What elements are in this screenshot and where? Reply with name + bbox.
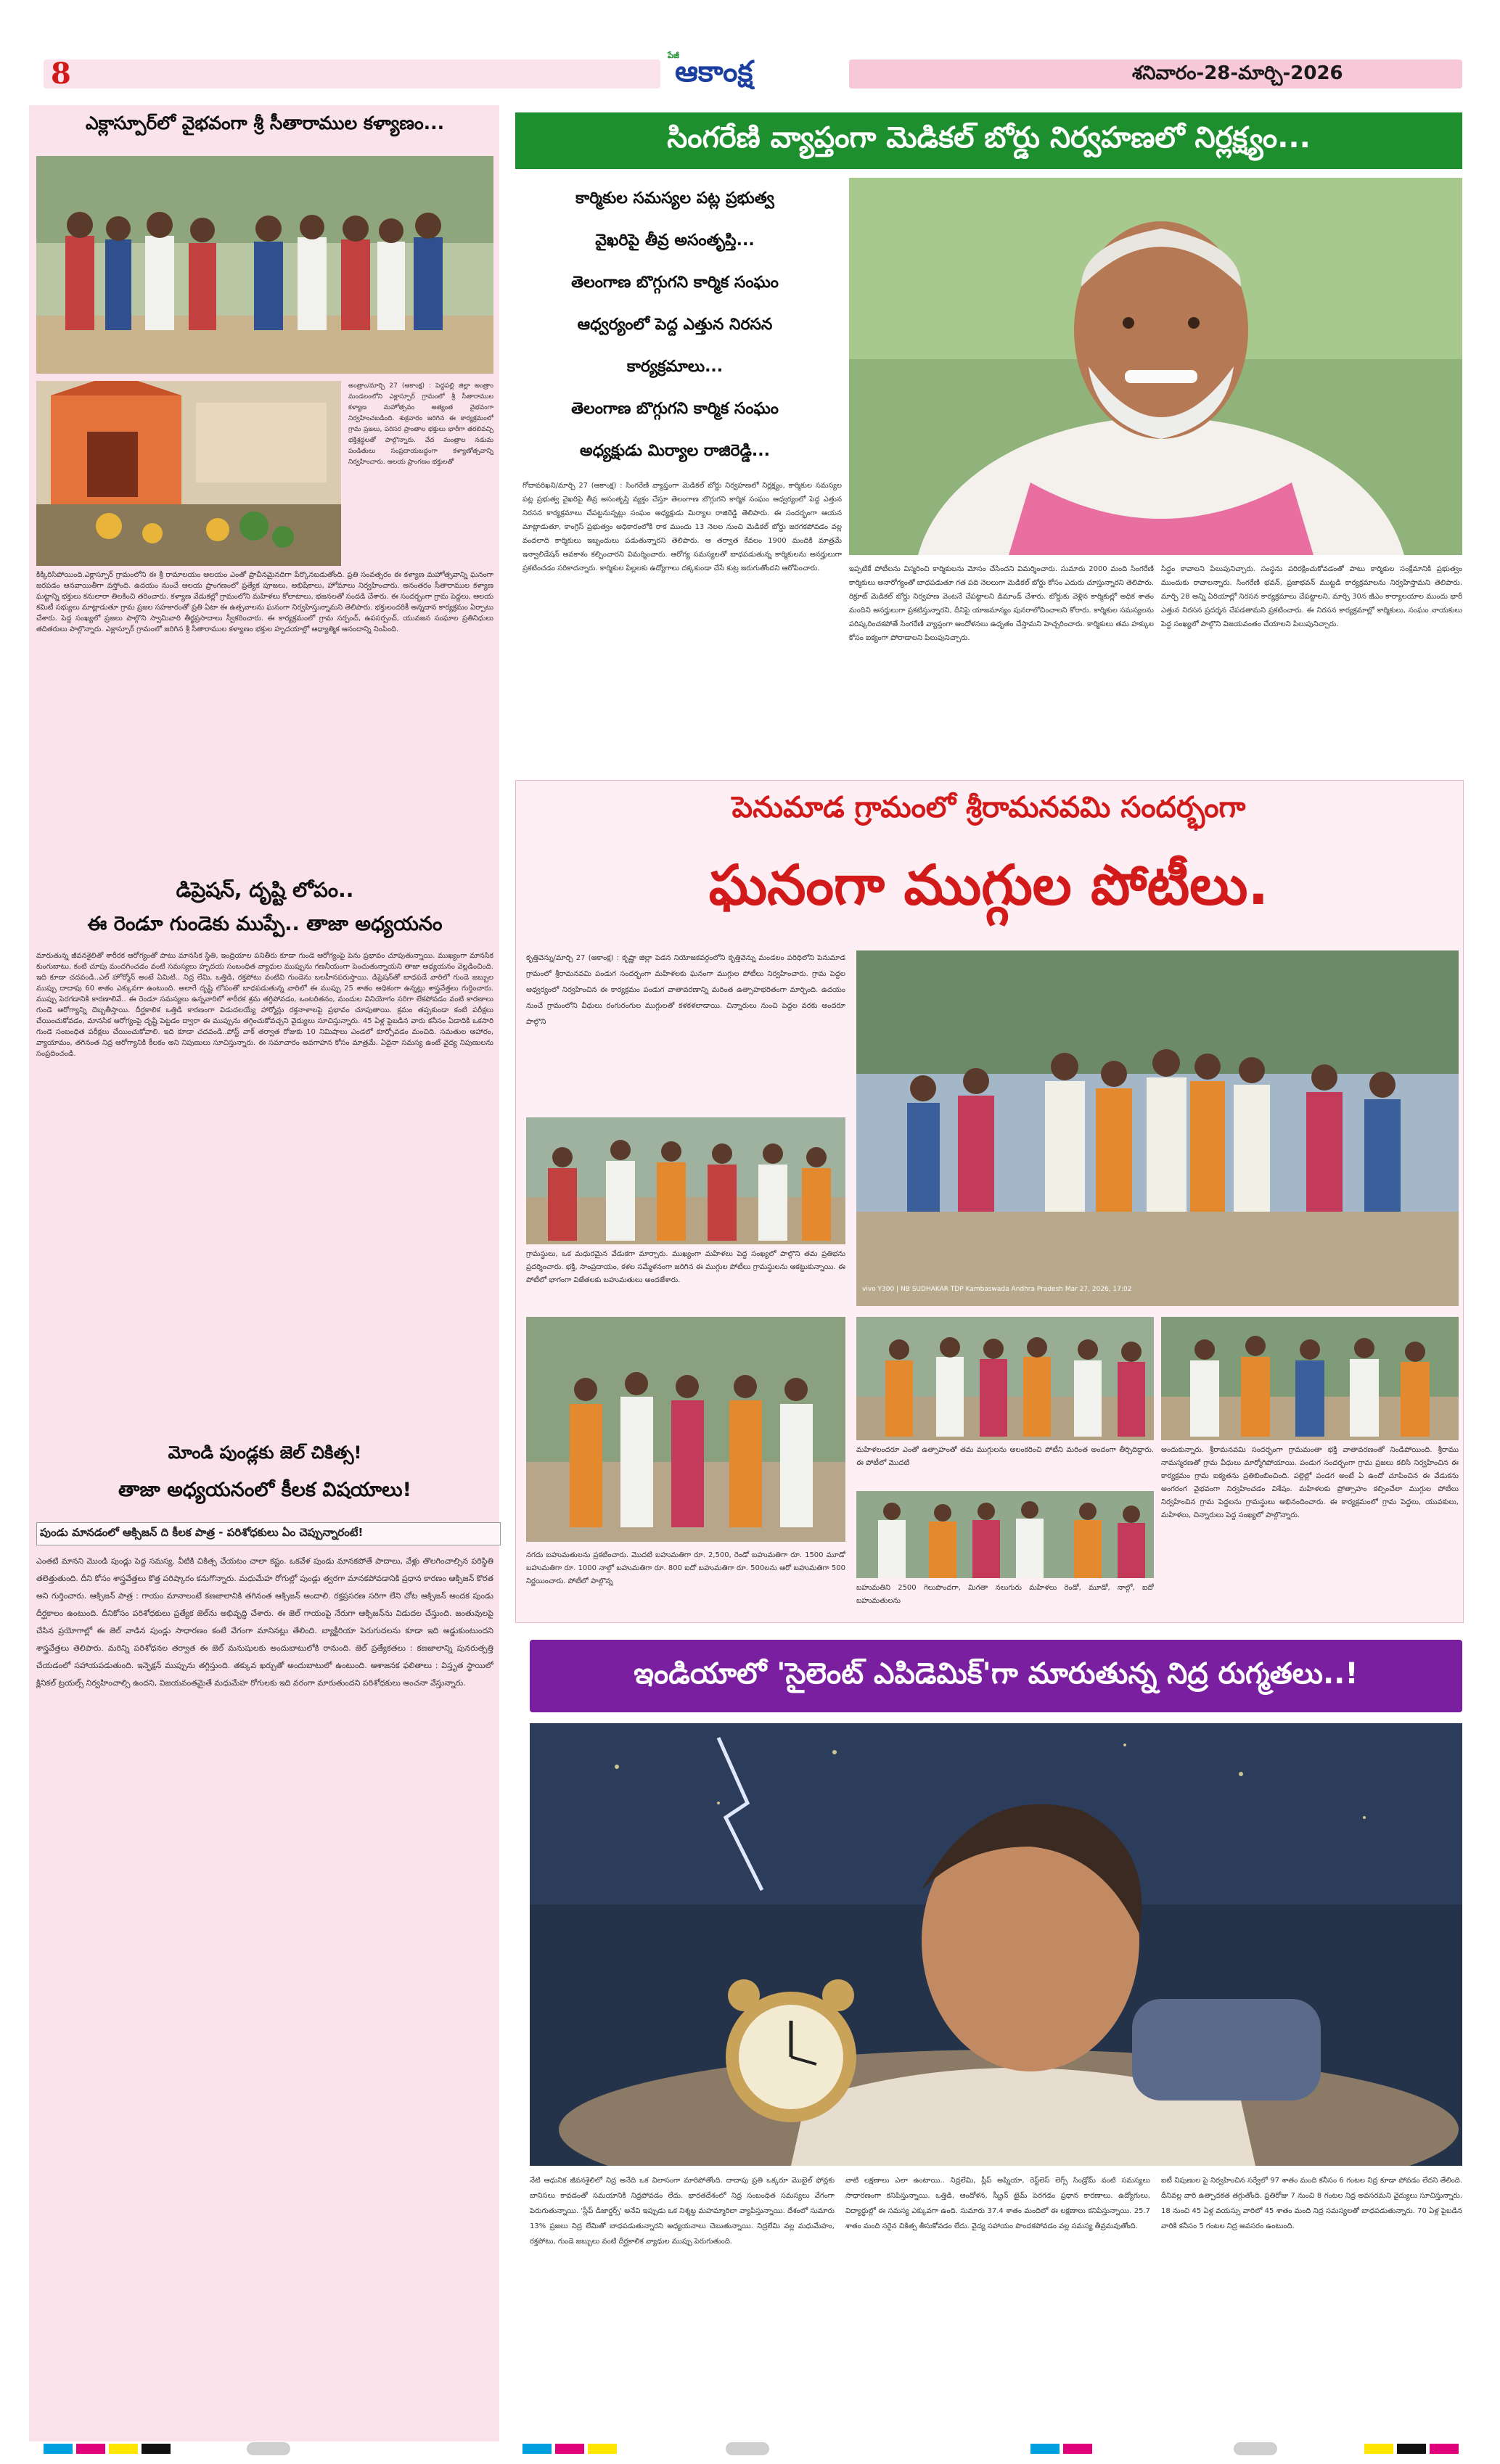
logo-text: ఆకాంక్ష [675, 55, 753, 89]
prize-distribution-photo-4 [1161, 1317, 1459, 1440]
prize-distribution-photo-3 [856, 1317, 1154, 1440]
lead-line-4: ఆధ్వర్యంలో పెద్ద ఎత్తున నిరసన [577, 316, 773, 334]
lead-line-7: అధ్యక్షుడు మిర్యాల రాజిరెడ్డి... [579, 442, 771, 460]
prize-distribution-photo-5 [856, 1491, 1154, 1578]
reg-mark-magenta-4 [1430, 2444, 1459, 2454]
singareni-banner-text: సింగరేణి వ్యాప్తంగా మెడికల్ బోర్డు నిర్వహణలో నిర్లక్ష్యం... [667, 121, 1311, 155]
logo-small-text: పేజీ [668, 51, 679, 60]
insomnia-illustration [530, 1723, 1462, 2166]
singareni-body-col1: గోదావరిఖని/మార్చి 27 (ఆకాంక్ష) : సింగరేణి వ్యాప్తంగా మెడికల్ బోర్డు నిర్వహణలో నిర్లక్ష్యం, కార్మికుల సమస్యల పట్ల ప్రభుత్వ వైఖరిపై తీవ్ర అసంతృప్తి వ్యక్తం చేస్తూ తెలంగాణ బొగ్గుగని కార్మిక సంఘం ఆధ్వర్యంలో పెద్ద ఎత్తున నిరసన కార్యక్రమాలు చేపట్టనున్నట్లు సంఘం అధ్యక్షుడు మిర్యాల రాజిరెడ్డి తెలిపారు. ఈ సందర్భంగా ఆయన మాట్లాడుతూ, కాంగ్రెస్ ప్రభుత్వం అధికారంలోకి రాక ముందు 13 నెలల నుంచి మెడికల్ బోర్డు జరగకపోవడం వల్ల వందలాది కార్మికులు ఇబ్బందులు పడుతున్నారని తెలిపారు. ఆ తర్వాత కేవలం 1900 మందికి మాత్రమే ఇన్వాలిడేషన్ అవకాశం కల్పించారని విమర్శించారు. ఆరోగ్య సమస్యలతో బాధపడుతున్న కార్మికులను అనర్హులుగా ప్రకటించడం సరికాదన్నారు. కార్మికుల పిల్లలకు ఉద్యోగాలు దక్కకుండా చేసే కుట్ర జరుగుతోందని ఆరోపించారు. [522, 482, 842, 572]
muggulu-body-bottom-mid: బహుమతిని 2500 గెలుపొందగా, మిగతా నలుగురు మహిళలు రెండో, మూడో, నాల్గో, ఐదో బహుమతులను [856, 1584, 1154, 1605]
singareni-body-col3: సిద్ధం కావాలని పిలుపునిచ్చారు. సంస్థను పరిరక్షించుకోవడంతో పాటు కార్మికుల సంక్షేమానికి ప్రభుత్వం ముందుకు రావాలన్నారు. సింగరేణి భవన్, ప్రజాభవన్ ముట్టడి కార్యక్రమాలను నిర్వహిస్తామని తెలిపారు. మార్చి 28 అన్ని ఏరియాల్లో నిరసన కార్యక్రమాలు చేపట్టాలని, మార్చి 30న జీఎం కార్యాలయాల ముందు భారీ ఎత్తున నిరసన ప్రదర్శన చేపడతామని ప్రకటించారు. ఈ నిరసన కార్యక్రమాల్లో కార్మికులు, సంఘం నాయకులు పెద్ద సంఖ్యలో పాల్గొని విజయవంతం చేయాలని పిలుపునిచ్చారు. [1161, 565, 1462, 628]
muggulu-body-right: అందుకున్నారు. శ్రీరామనవమి సందర్భంగా గ్రామమంతా భక్తి వాతావరణంతో నిండిపోయింది. శ్రీరాము నామస్మరణతో గ్రామ వీధులు మార్మోగిపోయాయి. పండుగ సందర్భంగా గ్రామ ప్రజలు కలిసి నిర్వహించిన ఈ కార్యక్రమం గ్రామ ఐక్యతను ప్రతిబింబించింది. పల్లెల్లో పండగ అంటే ఏ ఉందో చూపించిన ఈ వేడుకను అంగరంగ వైభవంగా నిర్వహించడం విశేషం. మహిళలకు ప్రోత్సాహం కల్పించేలా ముగ్గుల పోటీలు నిర్వహించిన గ్రామ పెద్దలను గ్రామస్థులు అభినందించారు. ఈ కార్యక్రమంలో గ్రామ పెద్దలు, యువకులు, మహిళలు, చిన్నారులు పెద్ద సంఖ్యలో పాల్గొన్నారు. [1161, 1446, 1459, 1519]
lead-line-6: తెలంగాణ బొగ్గుగని కార్మిక సంఘం [571, 400, 779, 418]
reg-mark-cyan-2 [522, 2444, 552, 2454]
muggulu-group-photo [856, 950, 1459, 1306]
sleep-body-col2: వాటి లక్షణాలు ఎలా ఉంటాయి.. నిద్రలేమి, స్లీప్ అప్నియా, రెస్ట్‌లెస్ లెగ్స్ సిండ్రోమ్ వంటి సమస్యలు సాధారణంగా కనిపిస్తున్నాయి. ఒత్తిడి, ఆందోళన, స్క్రీన్ టైమ్ పెరగడం ప్రధాన కారణాలు. ఉద్యోగులు, విద్యార్థుల్లో ఈ సమస్య ఎక్కువగా ఉంది. సుమారు 37.4 శాతం మందిలో ఈ లక్షణాలు కనిపిస్తున్నాయి. 25.7 శాతం మంది సరైన చికిత్స తీసుకోవడం లేదు. వైద్య సహాయం పొందకపోవడం వల్ల సమస్య తీవ్రమవుతోంది. [845, 2177, 1150, 2230]
lead-line-3: తెలంగాణ బొగ్గుగని కార్మిక సంఘం [571, 274, 779, 292]
muggulu-heading-line1: పెనుమాడ గ్రామంలో శ్రీరామనవమి సందర్భంగా [731, 791, 1246, 824]
header-bar [0, 51, 1500, 96]
prize-distribution-photo-2 [526, 1317, 845, 1542]
lead-line-2: వైఖరిపై తీవ్ర అసంతృప్తి... [595, 231, 755, 250]
leader-portrait-photo [849, 178, 1462, 555]
reg-mark-black [142, 2444, 171, 2454]
reg-mark-cyan [44, 2444, 73, 2454]
singareni-lead [522, 178, 827, 482]
sleep-banner [530, 1640, 1462, 1712]
wounds-body: ఎంతటి మానని మొండి పుండ్లు పెద్ద సమస్య. వీటికి చికిత్స చేయటం చాలా కష్టం. ఒకవేళ పుండు మానకపోతే పాదాలు, వేళ్లు తొలగించాల్సిన పరిస్థితి తలెత్తుతుంది. దీని కోసం శాస్త్రవేత్తలు కొత్త పరిష్కారం కనుగొన్నారు. మధుమేహ రోగుల్లో పుండ్లు త్వరగా మానకపోవడానికి ప్రధాన కారణం ఆక్సిజన్ కొరత అని గుర్తించారు. ఆక్సిజన్ పాత్ర : గాయం మానాలంటే కణజాలానికి తగినంత ఆక్సిజన్ అందాలి. రక్తప్రసరణ సరిగా లేని చోట ఆక్సిజన్ అందక పుండు దీర్ఘకాలం ఉంటుంది. దీనికోసం పరిశోధకులు ప్రత్యేక జెల్‌ను అభివృద్ధి చేశారు. ఈ జెల్ గాయంపై నేరుగా ఆక్సిజన్‌ను విడుదల చేస్తుంది. జంతువులపై చేసిన ప్రయోగాల్లో ఈ జెల్ వాడిన పుండ్లు సాధారణం కంటే వేగంగా మానినట్లు తేలింది. బ్యాక్టీరియా పెరుగుదలను కూడా ఇది అడ్డుకుంటుందని శాస్త్రవేత్తలు తెలిపారు. మరిన్ని పరిశోధనల తర్వాత ఈ జెల్ మనుషులకు అందుబాటులోకి రానుంది. జెల్ ప్రత్యేకతలు : కణజాలాన్ని పునరుత్పత్తి చేయడంలో సహాయపడుతుంది. ఇన్ఫెక్షన్ ముప్పును తగ్గిస్తుంది. తక్కువ ఖర్చుతో అందుబాటులో ఉంటుంది. ఆశాజనక ఫలితాలు : విస్తృత స్థాయిలో క్లినికల్ ట్రయల్స్ నిర్వహించాల్సి ఉందని, విజయవంతమైతే మధుమేహ రోగులకు ఇది వరంగా మారుతుందని పరిశోధకులు అంచనా వేస్తున్నారు. [36, 1556, 493, 1688]
reg-mark-cyan-3 [1030, 2444, 1060, 2454]
reg-mark-yellow-3 [1364, 2444, 1393, 2454]
sleep-body-col3: ఐటీ నిపుణుల పై నిర్వహించిన సర్వేలో 97 శాతం మంది కనీసం 6 గంటల నిద్ర కూడా పోవడం లేదని తేలింది. దీనివల్ల వారి ఉత్పాదకత తగ్గుతోంది. ప్రతిరోజు 7 నుంచి 8 గంటల నిద్ర అవసరమని వైద్యులు సూచిస్తున్నారు. 18 నుంచి 45 ఏళ్ల వయస్సు వారిలో 45 శాతం మంది నిద్ర సమస్యలతో బాధపడుతున్నారు. 70 ఏళ్ల పైబడిన వారికి కనీసం 5 గంటల నిద్ర అవసరం ఉంటుంది. [1161, 2177, 1462, 2230]
muggulu-body-mid2: మహిళలందరూ ఎంతో ఉత్సాహంతో తమ ముగ్గులను అలంకరించి పోటీని మరింత అందంగా తీర్చిదిద్దారు. ఈ పోటీలో మొదటి [856, 1446, 1154, 1467]
reg-mark-gray-3 [1234, 2442, 1277, 2455]
eklaspur-heading: ఎక్లాస్పూర్‌లో వైభవంగా శ్రీ సీతారాముల కళ్యాణం... [85, 112, 445, 134]
muggulu-body-bottom-left: నగదు బహుమతులను ప్రకటించారు. మొదటి బహుమతిగా రూ. 2,500, రెండో బహుమతిగా రూ. 1500 మూడో బహుమతిగా రూ. 1000 నాల్గో బహుమతిగా రూ. 800 ఐదో బహుమతిగా రూ. 500లను ఆరో బహుమతిగా 500 నిర్ణయించారు. పోటీలో పాల్గొన్న [526, 1551, 845, 1585]
newspaper-logo [668, 51, 842, 96]
lead-line-1: కార్మికుల సమస్యల పట్ల ప్రభుత్వ [575, 189, 774, 208]
reg-mark-yellow-2 [588, 2444, 617, 2454]
kalyanam-procession-photo [36, 156, 493, 374]
singareni-body-col2: ఇప్పటికే పోటీలను విస్మరించి కార్మికులను మోసం చేసిందని విమర్శించారు. సుమారు 2000 మంది సింగరేణి కార్మికులు అనారోగ్యంతో బాధపడుతూ గత పది నెలలుగా మెడికల్ బోర్డు కోసం ఎదురు చూస్తున్నారని తెలిపారు. రిక్రూట్ మెడికల్ బోర్డు నిర్వహణ వెంటనే చేపట్టాలని డిమాండ్ చేశారు. బోర్డుకు వెళ్లిన కార్మికుల్లో అధిక శాతం మందిని అనర్హులుగా ప్రకటిస్తున్నారని, దీనిపై యాజమాన్యం పునరాలోచించాలని కోరారు. కార్మికుల సమస్యలను పరిష్కరించకపోతే సింగరేణి వ్యాప్తంగా ఆందోళనలు ఉధృతం చేస్తామని హెచ్చరించారు. కార్మికులు తమ హక్కుల కోసం ఐక్యంగా పోరాడాలని పిలుపునిచ్చారు. [849, 565, 1154, 642]
reg-mark-yellow [109, 2444, 138, 2454]
temple-shrine-photo [36, 381, 341, 566]
depression-heading-line2: ఈ రెండూ గుండెకు ముప్పే.. తాజా అధ్యయనం [87, 913, 443, 935]
reg-mark-black-2 [1397, 2444, 1426, 2454]
depression-body: మారుతున్న జీవనశైలితో శారీరక ఆరోగ్యంతో పాటు మానసిక స్థితి, ఇంద్రియాల పనితీరు కూడా గుండె ఆరోగ్యంపై పెను ప్రభావం చూపుతున్నాయి. ముఖ్యంగా మానసిక కుంగుబాటు, కంటి చూపు మందగించడం వంటి సమస్యలు హృదయ సంబంధిత వ్యాధుల ముప్పును గణనీయంగా పెంచుతున్నాయని తాజా అధ్యయనం వెల్లడించింది. ఇది కూడా చదవండి..ఎల్ హోర్మోన్ అంటే ఏమిటి.. నిద్ర లేమి, ఒత్తిడి, రక్తపోటు వంటివి గుండెను బలహీనపరుస్తాయి. డిప్రెషన్‌తో బాధపడే వారిలో గుండె జబ్బుల ముప్పు దాదాపు 60 శాతం ఎక్కువగా ఉంటుంది. అలాగే దృష్టి లోపంతో బాధపడుతున్న వారిలో ఈ ముప్పు 25 శాతం అధికంగా ఉన్నట్లు శాస్త్రవేత్తలు గుర్తించారు. ముప్పు పెరగడానికి కారణాలివే.. ఈ రెండూ సమస్యలు ఉన్నవారిలో శారీరక శ్రమ తగ్గిపోవడం, ఒంటరితనం, మందుల వినియోగం సరిగా లేకపోవడం వంటి కారణాలు గుండె ఆరోగ్యాన్ని దెబ్బతీస్తాయి. దీర్ఘకాలిక ఒత్తిడి కారణంగా విడుదలయ్యే హార్మోన్లు రక్తనాళాలపై ప్రభావం చూపుతాయి. క్రమం తప్పకుండా కంటి పరీక్షలు చేయించుకోవడం, మానసిక ఆరోగ్యంపై దృష్టి పెట్టడం ద్వారా ఈ ముప్పును తగ్గించుకోవచ్చని వైద్యులు సూచిస్తున్నారు. 45 ఏళ్ల పైబడిన వారు కనీసం ఏడాదికి ఒకసారి గుండె సంబంధిత పరీక్షలు చేయించుకోవాలి. ఇది కూడా చదవండి..పోస్ట్ వాక్ తర్వాత రోజుకు 10 నిమిషాలు ఎండలో కూర్చోవడం మంచిది. సమతుల ఆహారం, వ్యాయామం, తగినంత నిద్ర ఆరోగ్యానికి కీలకం అని నిపుణులు సూచిస్తున్నారు. ఈ సమాచారం అవగాహన కోసం మాత్రమే. ఏదైనా సమస్య ఉంటే వైద్య నిపుణులను సంప్రదించండి. [36, 952, 493, 1058]
sleep-body-col1: నేటి ఆధునిక జీవనశైలిలో నిద్ర అనేది ఒక విలాసంగా మారిపోతోంది. దాదాపు ప్రతి ఒక్కరూ మొబైల్ ఫోన్లకు బానిసలు కావడంతో సమయానికి నిద్రపోవడం లేదు. భారతదేశంలో నిద్ర సంబంధిత సమస్యలు వేగంగా పెరుగుతున్నాయి. 'స్లీప్ డిజార్డర్స్' అనేవి ఇప్పుడు ఒక నిశ్శబ్ద మహమ్మారిలా వ్యాపిస్తున్నాయి. దేశంలో సుమారు 13% ప్రజలు నిద్ర లేమితో బాధపడుతున్నారని అధ్యయనాలు చెబుతున్నాయి. నిద్రలేమి వల్ల మధుమేహం, రక్తపోటు, గుండె జబ్బులు వంటి దీర్ఘకాలిక వ్యాధుల ముప్పు పెరుగుతుంది. [530, 2177, 835, 2246]
reg-mark-magenta-2 [555, 2444, 584, 2454]
reg-mark-magenta [76, 2444, 105, 2454]
gel-therapy-subheading: మోండి పుండ్లకు జెల్ చికిత్స! [168, 1442, 362, 1463]
reg-mark-magenta-3 [1063, 2444, 1092, 2454]
page-number: 8 [51, 57, 71, 91]
reg-mark-gray [247, 2442, 290, 2455]
print-registration-bar [0, 2438, 1500, 2460]
wounds-subheading: పుండు మానడంలో ఆక్సిజన్ ది కీలక పాత్ర - పరిశోధకులు ఏం చెప్పున్నారంటే! [36, 1522, 501, 1545]
depression-heading-line1: డిప్రెషన్, దృష్టి లోపం.. [176, 878, 354, 902]
reg-mark-gray-2 [726, 2442, 769, 2455]
header-left-band [44, 59, 660, 89]
prize-distribution-photo-1 [526, 1117, 845, 1244]
muggulu-body-mid: గ్రామస్థులు, ఒక మధురమైన వేడుకగా మార్చారు. ముఖ్యంగా మహిళలు పెద్ద సంఖ్యలో పాల్గొని తమ ప్రతిభను ప్రదర్శించారు. భక్తి, సాంప్రదాయం, కళల సమ్మేళనంగా జరిగిన ఈ ముగ్గుల పోటీలు గ్రామస్థులను ఆకట్టుకున్నాయి. ఈ పోటీలో భాగంగా విజేతలకు బహుమతులు అందజేశారు. [526, 1250, 845, 1284]
muggulu-heading-line2: ఘనంగా ముగ్గుల పోటీలు. [708, 853, 1269, 917]
eklaspur-body-top: అంత్రాం/మార్చి 27 (ఆకాంక్ష) : పెద్దపల్లి జిల్లా అంత్రాం మండలంలోని ఎక్లాస్పూర్ గ్రామంలో శ్రీ సీతారాముల కళ్యాణ మహోత్సవం అత్యంత వైభవంగా నిర్వహించబడింది. శుక్రవారం జరిగిన ఈ కార్యక్రమంలో గ్రామ ప్రజలు, పరిసర ప్రాంతాల భక్తులు భారీగా తరలివచ్చి భక్తిశ్రద్ధలతో పాల్గొన్నారు. వేద మంత్రాల నడుమ పండితులు సంప్రదాయబద్ధంగా కళ్యాణోత్సవాన్ని నిర్వహించారు. ఆలయ ప్రాంగణం భక్తులతో [348, 382, 493, 466]
lead-line-5: కార్యక్రమాలు... [626, 358, 724, 376]
singareni-banner [515, 112, 1462, 169]
photo-camera-watermark: vivo Y300 | NB SUDHAKAR TDP Kambaswada Andhra Pradesh Mar 27, 2026, 17:02 [862, 1286, 1132, 1293]
sleep-banner-text: ఇండియాలో 'సైలెంట్ ఎపిడెమిక్'గా మారుతున్న నిద్ర రుగ్మతలు..! [634, 1657, 1358, 1691]
issue-date: శనివారం-28-మార్చి-2026 [1132, 62, 1343, 84]
muggulu-body-top: కృత్తివెన్ను/మార్చి 27 (ఆకాంక్ష) : కృష్ణా జిల్లా పెడన నియోజకవర్గంలోని కృత్తివెన్ను మండలం పరిధిలోని పెనుమాడ గ్రామంలో శ్రీరామనవమి పండుగ సందర్భంగా మహిళలకు ఘనంగా ముగ్గుల పోటీలు నిర్వహించారు. గ్రామ పెద్దల ఆధ్వర్యంలో నిర్వహించిన ఈ కార్యక్రమం పండుగ వాతావరణాన్ని మరింత ఉత్సాహభరితంగా మార్చింది. ఉదయం నుంచే గ్రామంలోని వీధులు రంగురంగుల ముగ్గులతో కళకళలాడాయి. చిన్నారులు నుంచి పెద్దల వరకు అందరూ పాల్గొని [526, 954, 845, 1026]
eklaspur-body-bottom: కిక్కిరిసిపోయింది.ఎక్లాస్పూర్ గ్రామంలోని ఈ శ్రీ రామాలయం ఆలయం ఎంతో ప్రాచీనమైనదిగా పేర్కొనబడుతోంది. ప్రతి సంవత్సరం ఈ కళ్యాణ మహోత్సవాన్ని ఘనంగా జరపడం ఆనవాయితీగా వస్తోంది. ఉదయం నుంచే ఆలయ ప్రాంగణంలో ప్రత్యేక పూజలు, అభిషేకాలు, హోమాలు నిర్వహించారు. అనంతరం సీతారాముల కళ్యాణ ఘట్టాన్ని భక్తులు కనులారా తిలకించి తరించారు. కళ్యాణ వేడుకల్లో గ్రామంలోని మహిళలు కోలాటాలు, భజనలతో సందడి చేశారు. ఈ సందర్భంగా గ్రామ పెద్దలు, ఆలయ కమిటీ సభ్యులు మాట్లాడుతూ గ్రామ ప్రజల సహకారంతో ప్రతి ఏటా ఈ ఉత్సవాలను ఘనంగా నిర్వహిస్తున్నామని తెలిపారు. భక్తులందరికీ అన్నదాన కార్యక్రమం ఏర్పాటు చేశారు. పెద్ద సంఖ్యలో ప్రజలు పాల్గొని స్వామివారి తీర్థప్రసాదాలు స్వీకరించారు. ఈ కార్యక్రమంలో గ్రామ సర్పంచ్, ఉపసర్పంచ్, యువజన సంఘాల ప్రతినిధులు తదితరులు పాల్గొన్నారు. ఎక్లాస్పూర్ గ్రామంలో జరిగిన శ్రీ సీతారాముల కళ్యాణం భక్తుల హృదయాల్లో ఆధ్యాత్మిక ఆనందాన్ని నింపింది. [36, 571, 493, 633]
wounds-heading: తాజా అధ్యయనంలో కీలక విషయాలు! [118, 1479, 411, 1501]
